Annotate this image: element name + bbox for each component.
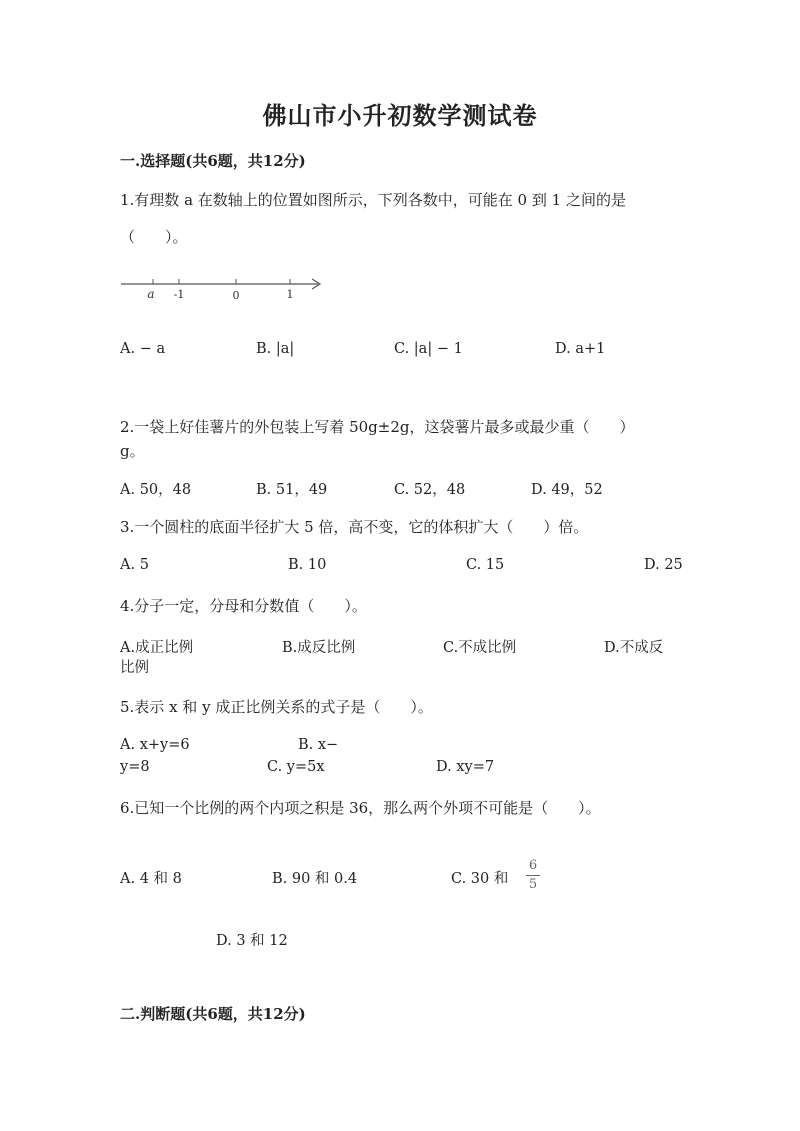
q5-option-a: A. x+y=6 [120,737,190,753]
q1-option-d: D. a+1 [555,341,606,357]
q6-option-c-fraction [526,858,540,893]
q2-option-c: C. 52，48 [394,482,466,498]
number-line-figure [118,274,328,306]
question-1-text-cont: （ ）。 [120,228,188,246]
fraction-denominator: 5 [528,877,538,892]
q3-option-b: B. 10 [288,557,327,573]
q1-option-a: A. − a [120,341,166,357]
q1-option-c: C. |a| − 1 [394,341,463,357]
label-minus-1: -1 [173,288,185,301]
q6-option-b: B. 90 和 0.4 [272,871,358,887]
page-title: 佛山市小升初数学测试卷 [262,101,538,130]
q5-option-b: B. x− [298,737,339,753]
section-heading-judgement: 二.判断题(共6题，共12分) [120,1005,306,1023]
question-2-text-cont: g。 [120,442,145,460]
label-0: 0 [232,289,240,302]
question-6-text: 6.已知一个比例的两个内项之积是 36，那么两个外项不可能是（ ）。 [120,799,601,817]
q4-option-a: A.成正比例 [120,640,194,656]
q5-option-c: C. y=5x [267,759,325,775]
q4-option-d: D.不成反 [604,640,664,656]
question-5-text: 5.表示 x 和 y 成正比例关系的式子是（ ）。 [120,698,433,716]
q6-option-a: A. 4 和 8 [120,871,182,887]
q6-option-c: C. 30 和 [451,871,509,887]
q3-option-a: A. 5 [120,557,149,573]
q5-option-b-cont: y=8 [120,759,150,775]
question-1-text: 1.有理数 a 在数轴上的位置如图所示，下列各数中，可能在 0 到 1 之间的是 [120,191,626,209]
question-2-text: 2.一袋上好佳薯片的外包装上写着 50g±2g，这袋薯片最多或最少重（ ） [120,418,635,436]
fraction-numerator: 6 [528,858,538,873]
q4-option-d-cont: 比例 [120,660,149,676]
question-4-text: 4.分子一定，分母和分数值（ ）。 [120,597,367,615]
q3-option-d: D. 25 [644,557,683,573]
q4-option-b: B.成反比例 [282,640,356,656]
section-heading-choice: 一.选择题(共6题，共12分) [120,152,306,170]
q5-option-d: D. xy=7 [436,759,495,775]
q1-option-b: B. |a| [256,341,295,357]
q3-option-c: C. 15 [466,557,505,573]
q2-option-a: A. 50，48 [120,482,192,498]
q2-option-d: D. 49，52 [531,482,603,498]
label-a: a [147,287,155,301]
q4-option-c: C.不成比例 [443,640,517,656]
fraction-bar [526,875,540,876]
label-1: 1 [286,288,294,301]
q6-option-d: D. 3 和 12 [216,933,288,949]
question-3-text: 3.一个圆柱的底面半径扩大 5 倍，高不变，它的体积扩大（ ）倍。 [120,518,589,536]
q2-option-b: B. 51，49 [256,482,328,498]
